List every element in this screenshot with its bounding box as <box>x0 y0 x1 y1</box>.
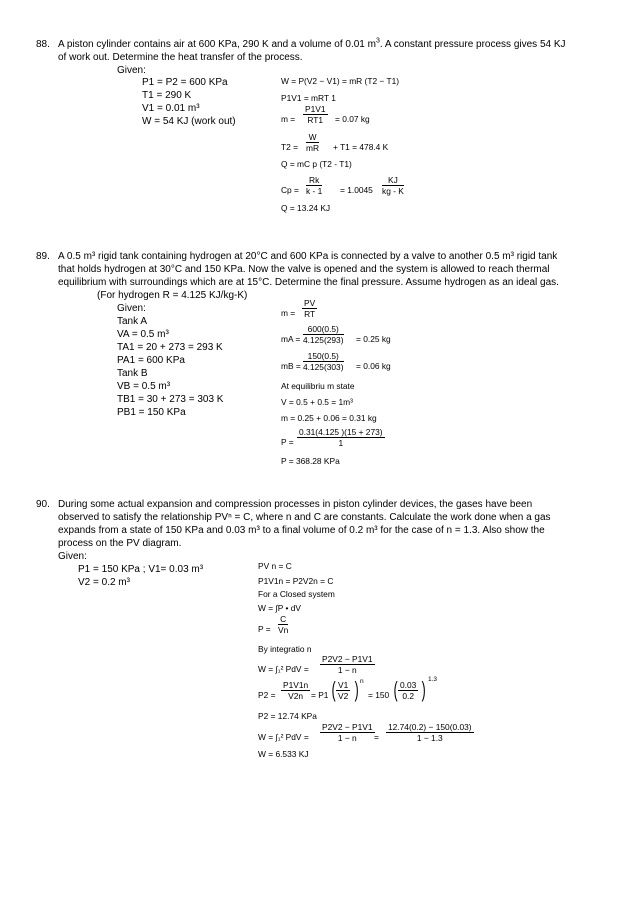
fraction: $\frac{12.74(0.2) - 150(0.03)}{1 - 1.3}$ <box>388 722 472 744</box>
fraction: $\frac{PV}{RT}$ <box>304 298 316 320</box>
equation-text: For a Closed system <box>258 589 335 599</box>
question-text-line: A piston cylinder contains air at 600 KPa, 290 K and a volume of 0.01 $m^3$. A constant pressure process gives 54 KJ <box>58 37 566 50</box>
equation-lhs: P = <box>258 624 271 634</box>
given-item: V1 = 0.01 m³ <box>142 103 200 114</box>
equation-lhs: W = ∫₁² PdV = <box>258 732 309 742</box>
fraction: $\frac{Rk}{k - 1}$ <box>306 175 323 197</box>
equation-rhs: = 0.25 kg <box>356 334 391 344</box>
given-item: TB1 = 30 + 273 = 303 K <box>117 394 224 405</box>
fraction: $\frac{C}{Vn}$ <box>278 614 289 636</box>
given-item: TA1 = 20 + 273 = 293 K <box>117 342 223 353</box>
equation-lhs: W = ∫₁² PdV = <box>258 664 309 674</box>
given-item: P1 = P2 = 600 KPa <box>142 77 228 88</box>
given-item: VA = 0.5 m³ <box>117 329 169 340</box>
equation-text: At equilibriu m state <box>281 381 355 391</box>
equation: P1V1n = P2V2n = C <box>258 576 334 586</box>
question-text-line: (For hydrogen R = 4.125 KJ/kg-K) <box>97 290 248 301</box>
equation-lhs: Cp = <box>281 185 299 195</box>
equation-rhs: = 0.07 kg <box>335 114 370 124</box>
equation-rhs: = 0.06 kg <box>356 361 391 371</box>
question-number: 90. <box>36 499 50 510</box>
fraction: $\frac{150(0.5)}{4.125(303)}$ <box>303 351 344 373</box>
equation-lhs: P2 = <box>258 690 276 700</box>
equation: W = ∫P • dV <box>258 603 302 613</box>
equation: m = 0.25 + 0.06 = 0.31 kg <box>281 413 377 423</box>
equation-lhs: m = <box>281 114 296 124</box>
paren-right: ) <box>354 677 359 702</box>
equation: W = P(V2 − V1) = mR (T2 − T1) <box>281 76 400 86</box>
question-text-line: of work out. Determine the heat transfer of the process. <box>58 52 303 63</box>
equation: Q = mC p (T2 - T1) <box>281 159 352 169</box>
fraction: $\frac{0.03}{0.2}$ <box>400 680 417 702</box>
given-item: VB = 0.5 m³ <box>117 381 171 392</box>
question-text-line: During some actual expansion and compression processes in piston cylinder devices, the gases have been <box>58 499 533 510</box>
equation-mid: = P1 <box>311 690 329 700</box>
fraction: $\frac{P1V1n}{V2n}$ <box>283 680 309 702</box>
equation-result: W = 6.533 KJ <box>258 749 309 759</box>
given-label: Given: <box>58 551 87 562</box>
equation-mid: = <box>374 732 379 742</box>
equation-lhs: P = <box>281 437 294 447</box>
fraction: $\frac{V1}{V2}$ <box>338 680 349 702</box>
given-item: W = 54 KJ (work out) <box>142 116 236 127</box>
given-label: Given: <box>117 65 146 76</box>
question-number: 88. <box>36 39 50 50</box>
fraction: $\frac{P2V2 - P1V1}{1 - n}$ <box>322 654 373 676</box>
equation-rhs: + T1 = 478.4 K <box>333 142 389 152</box>
given-item: V2 = 0.2 m³ <box>78 577 130 588</box>
fraction: $\frac{W}{mR}$ <box>306 132 320 154</box>
exponent: n <box>360 678 364 685</box>
equation-mid: = 150 <box>368 690 390 700</box>
equation-lhs: T2 = <box>281 142 298 152</box>
paren-left: ( <box>331 677 336 702</box>
fraction: $\frac{0.31(4.125 )(15 + 273)}{1}$ <box>299 427 383 449</box>
equation-lhs: mA = <box>281 334 301 344</box>
equation-lhs: mB = <box>281 361 301 371</box>
fraction: $\frac{P1V1}{RT1}$ <box>305 104 326 126</box>
paren-right: ) <box>421 677 426 702</box>
question-text-line: expands from a state of 150 KPa and 0.03 m³ to a final volume of 0.2 m³ for the case of n = 1.3. Also show the <box>58 525 545 536</box>
question-text-line: observed to satisfy the relationship PVⁿ = C, where n and C are constants. Calculate the work done when a gas <box>58 512 551 523</box>
given-item: T1 = 290 K <box>142 90 192 101</box>
given-item: Tank A <box>117 316 148 327</box>
fraction-unit: $\frac{KJ}{kg - K}$ <box>382 175 404 197</box>
equation-result: P = 368.28 KPa <box>281 456 340 466</box>
fraction: $\frac{600(0.5)}{4.125(293)}$ <box>303 324 344 346</box>
given-label: Given: <box>117 303 146 314</box>
question-text-line: A 0.5 m³ rigid tank containing hydrogen at 20°C and 600 KPa is connected by a valve to another 0.5 m³ rigid tank <box>58 251 558 262</box>
given-item: PA1 = 600 KPa <box>117 355 185 366</box>
question-number: 89. <box>36 251 50 262</box>
equation-mid: = 1.0045 <box>340 185 373 195</box>
paren-left: ( <box>393 677 398 702</box>
given-item: PB1 = 150 KPa <box>117 407 186 418</box>
equation: V = 0.5 + 0.5 = 1m³ <box>281 397 353 407</box>
equation: P2 = 12.74 KPa <box>258 711 317 721</box>
question-text-line: equilibrium with surroundings which are at 15°C. Determine the final pressure. Assume hydrogen as an ideal gas. <box>58 277 559 288</box>
fraction: $\frac{P2V2 - P1V1}{1 - n}$ <box>322 722 373 744</box>
question-text-line: that holds hydrogen at 30°C and 150 KPa. Now the valve is opened and the system is allowed to reach thermal <box>58 264 550 275</box>
exponent: 1.3 <box>428 676 438 683</box>
equation: P1V1 = mRT 1 <box>281 93 336 103</box>
given-item: P1 = 150 KPa ; V1= 0.03 m³ <box>78 564 204 575</box>
given-item: Tank B <box>117 368 148 379</box>
equation: PV n = C <box>258 561 292 571</box>
equation-lhs: m = <box>281 308 296 318</box>
equation-text: By integratio n <box>258 644 312 654</box>
equation-result: Q = 13.24 KJ <box>281 203 331 213</box>
question-text-line: process on the PV diagram. <box>58 538 182 549</box>
